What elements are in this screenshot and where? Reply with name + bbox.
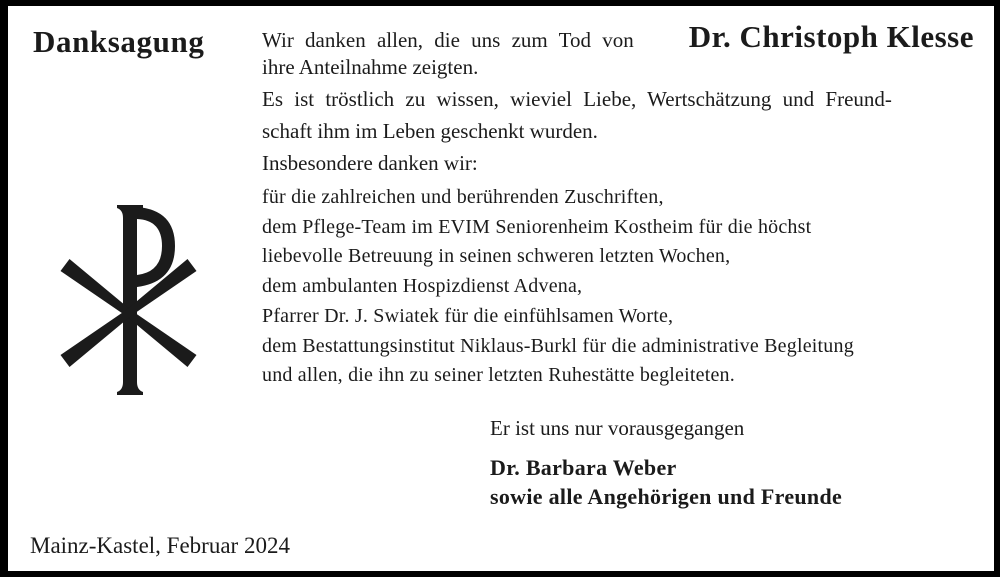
obituary-headline: Danksagung: [33, 24, 205, 59]
thanks-paragraph: [262, 183, 974, 391]
intro-line: [262, 19, 974, 54]
thanks-line: dem Bestattungsinstitut Niklaus-Burkl für die administrative Begleitung: [262, 334, 854, 357]
signature-name: Dr. Barbara Weber: [490, 455, 677, 480]
signature-block: [490, 453, 842, 511]
chi-rho-icon: [58, 200, 198, 400]
thanks-line: und allen, die ihn zu seiner letzten Ruhestätte begleiteten.: [262, 364, 735, 387]
paragraph-line: Insbesondere danken wir:: [262, 151, 478, 175]
intro-paragraph: [262, 51, 974, 179]
thanks-line: dem ambulanten Hospizdienst Advena,: [262, 275, 583, 298]
paragraph-line: schaft ihm im Leben geschenkt wurden.: [262, 119, 598, 143]
signature-relatives: sowie alle Angehörigen und Freunde: [490, 484, 843, 509]
intro-prefix: Wir danken allen, die uns zum Tod von: [262, 28, 634, 52]
paragraph-line: Es ist tröstlich zu wissen, wieviel Liebe, Wertschätzung und Freund-: [262, 87, 892, 111]
body-text: [262, 19, 974, 391]
thanks-line: dem Pflege-Team im EVIM Seniorenheim Kostheim für die höchst: [262, 215, 812, 238]
farewell-line: Er ist uns nur vorausgegangen: [490, 416, 745, 440]
deceased-name: Dr. Christoph Klesse: [688, 19, 974, 54]
paragraph-line: ihre Anteilnahme zeigten.: [262, 55, 479, 79]
thanks-line: Pfarrer Dr. J. Swiatek für die einfühlsamen Worte,: [262, 304, 674, 327]
dateline: Mainz-Kastel, Februar 2024: [30, 533, 290, 558]
thanks-line: liebevolle Betreuung in seinen schweren letzten Wochen,: [262, 245, 731, 268]
thanks-line: für die zahlreichen und berührenden Zuschriften,: [262, 186, 664, 208]
